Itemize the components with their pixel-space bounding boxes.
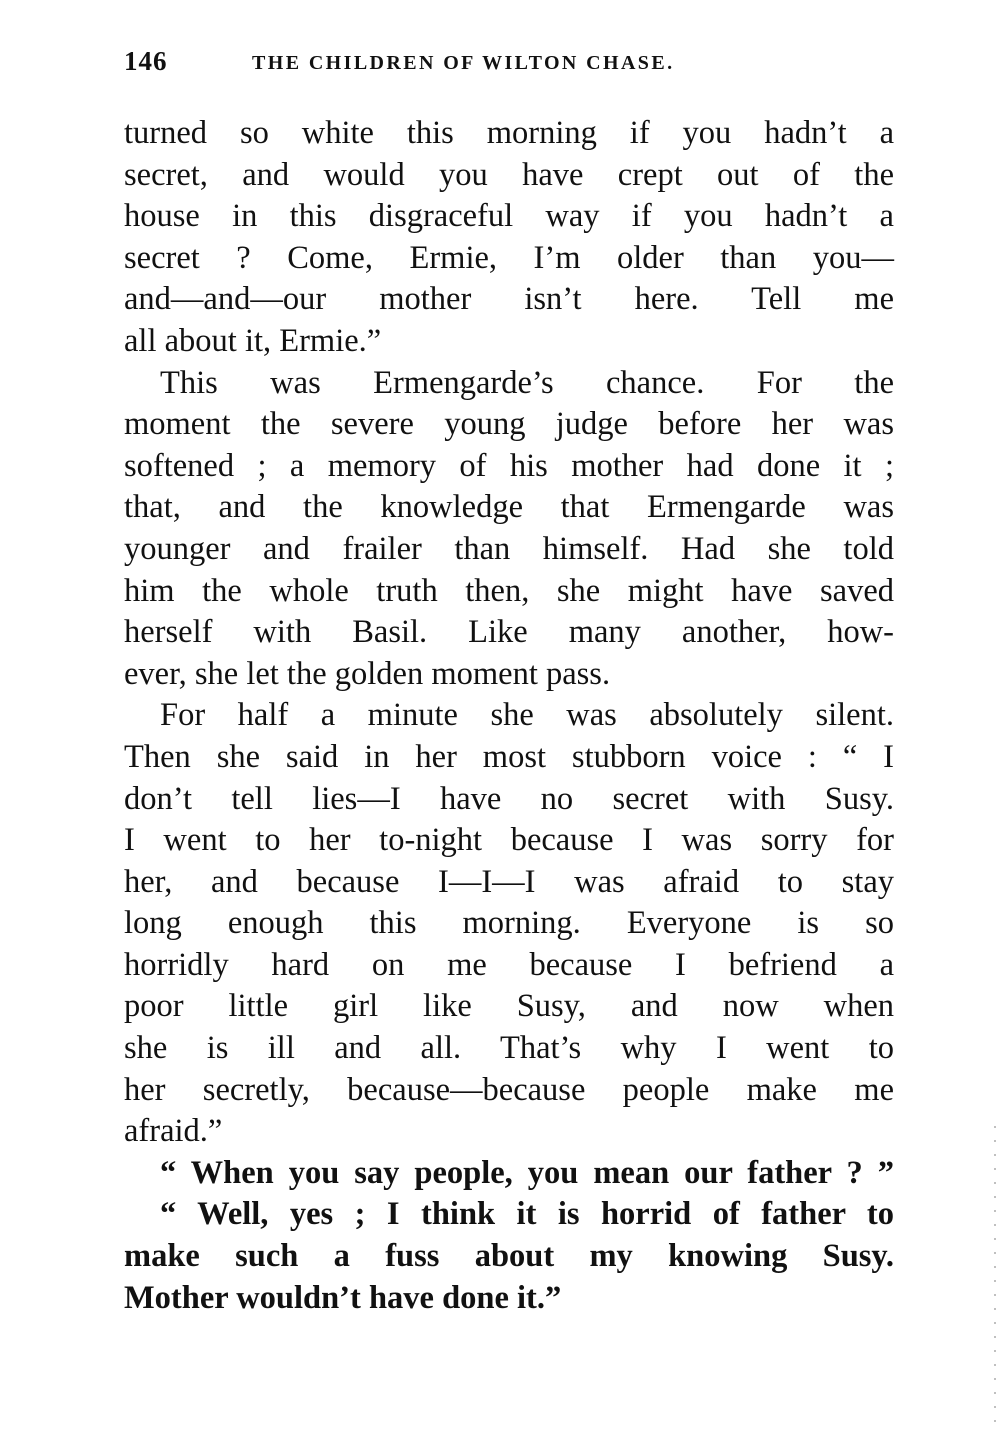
text-line: him the whole truth then, she might have saved xyxy=(124,572,894,609)
text-line: This was Ermengarde’s chance. For the xyxy=(160,364,894,401)
body-text xyxy=(124,113,894,1319)
text-line: long enough this morning. Everyone is so xyxy=(124,905,894,942)
text-line: Mother wouldn’t have done it.” xyxy=(124,1279,562,1316)
running-head xyxy=(124,46,896,86)
text-line: secret, and would you have crept out of the xyxy=(124,156,894,193)
text-line: all about it, Ermie.” xyxy=(124,322,382,359)
text-line: Then she said in her most stubborn voice : “ I xyxy=(124,738,894,775)
text-line: her, and because I—I—I was afraid to stay xyxy=(124,863,894,900)
text-line: herself with Basil. Like many another, how- xyxy=(124,614,894,651)
text-line: poor little girl like Susy, and now when xyxy=(124,988,894,1025)
text-line: secret ? Come, Ermie, I’m older than you— xyxy=(124,239,894,276)
text-line: softened ; a memory of his mother had done it ; xyxy=(124,447,894,484)
text-line: horridly hard on me because I befriend a xyxy=(124,946,894,983)
text-line: “ When you say people, you mean our father ? ” xyxy=(160,1154,894,1191)
text-line: don’t tell lies—I have no secret with Susy. xyxy=(124,780,894,817)
book-title: THE CHILDREN OF WILTON CHASE. xyxy=(252,52,675,74)
margin-scan-specks xyxy=(992,1120,998,1430)
text-line: make such a fuss about my knowing Susy. xyxy=(124,1238,894,1275)
page-number: 146 xyxy=(124,46,168,76)
text-line: she is ill and all. That’s why I went to xyxy=(124,1030,894,1067)
text-line: “ Well, yes ; I think it is horrid of father to xyxy=(160,1196,894,1233)
text-line: her secretly, because—because people make me xyxy=(124,1071,894,1108)
text-line: ever, she let the golden moment pass. xyxy=(124,655,611,692)
text-line: younger and frailer than himself. Had she told xyxy=(124,530,894,567)
text-line: afraid.” xyxy=(124,1113,223,1150)
text-line: moment the severe young judge before her was xyxy=(124,406,894,443)
text-line: For half a minute she was absolutely silent. xyxy=(160,697,894,734)
text-line: I went to her to-night because I was sorry for xyxy=(124,822,894,859)
text-line: house in this disgraceful way if you hadn’t a xyxy=(124,198,894,235)
text-line: that, and the knowledge that Ermengarde was xyxy=(124,489,894,526)
text-line: turned so white this morning if you hadn’t a xyxy=(124,115,894,151)
text-line: and—and—our mother isn’t here. Tell me xyxy=(124,281,894,318)
